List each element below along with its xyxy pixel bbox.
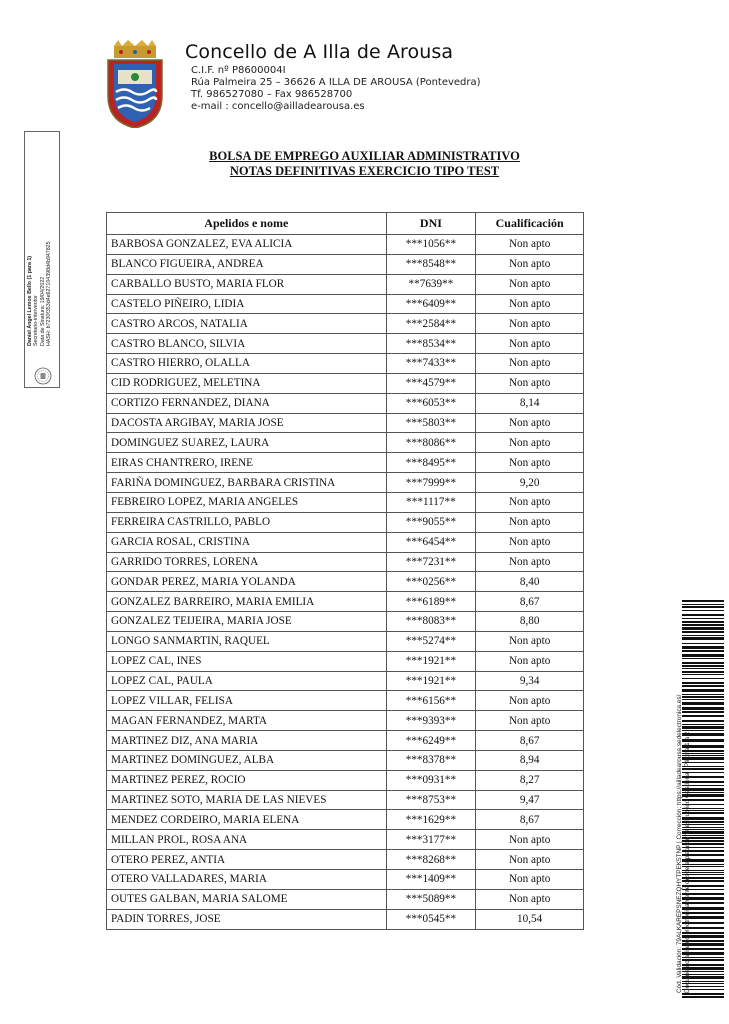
validation-platform: Documento asinado electrónicamente desde a plataforma esPublico Gestiona | Páxina 1 a 2: [684, 731, 691, 993]
candidate-grade: Non apto: [476, 492, 584, 512]
candidate-dni: ***1921**: [386, 651, 476, 671]
candidate-grade: Non apto: [476, 889, 584, 909]
table-row: [107, 612, 584, 632]
letterhead: [185, 40, 481, 113]
candidate-name: EIRAS CHANTRERO, IRENE: [107, 453, 387, 473]
candidate-dni: ***8495**: [386, 453, 476, 473]
candidate-name: CASTRO ARCOS, NATALIA: [107, 314, 387, 334]
candidate-dni: ***8548**: [386, 254, 476, 274]
candidate-name: OTERO PEREZ, ANTIA: [107, 850, 387, 870]
table-row: [107, 850, 584, 870]
table-row: [107, 413, 584, 433]
candidate-name: BARBOSA GONZALEZ, EVA ALICIA: [107, 235, 387, 255]
candidate-name: BLANCO FIGUEIRA, ANDREA: [107, 254, 387, 274]
candidate-grade: 8,14: [476, 393, 584, 413]
candidate-name: LONGO SANMARTIN, RAQUEL: [107, 631, 387, 651]
candidate-dni: ***8086**: [386, 433, 476, 453]
candidate-grade: Non apto: [476, 235, 584, 255]
table-row: [107, 532, 584, 552]
table-row: [107, 830, 584, 850]
table-header-row: [107, 213, 584, 235]
candidate-dni: ***4579**: [386, 373, 476, 393]
candidate-grade: 9,34: [476, 671, 584, 691]
candidate-dni: ***5274**: [386, 631, 476, 651]
candidate-dni: ***8268**: [386, 850, 476, 870]
candidate-name: MARTINEZ PEREZ, ROCIO: [107, 770, 387, 790]
candidate-dni: ***7231**: [386, 552, 476, 572]
signature-text: [27, 241, 53, 346]
candidate-name: CASTRO BLANCO, SILVIA: [107, 334, 387, 354]
signature-hash: HASH: b7230f353d4e627104398d4b947825: [46, 241, 53, 346]
candidate-dni: **7639**: [386, 274, 476, 294]
column-header-grade: Cualificación: [476, 213, 584, 235]
candidate-dni: ***5803**: [386, 413, 476, 433]
table-row: [107, 492, 584, 512]
candidate-name: CASTRO HIERRO, OLALLA: [107, 354, 387, 374]
table-row: [107, 254, 584, 274]
candidate-grade: 8,80: [476, 612, 584, 632]
candidate-dni: ***1409**: [386, 870, 476, 890]
candidate-dni: ***0545**: [386, 909, 476, 929]
candidate-dni: ***0931**: [386, 770, 476, 790]
candidate-dni: ***1921**: [386, 671, 476, 691]
candidate-dni: ***9393**: [386, 711, 476, 731]
candidate-grade: 8,40: [476, 572, 584, 592]
candidate-name: CARBALLO BUSTO, MARIA FLOR: [107, 274, 387, 294]
candidate-name: MAGAN FERNANDEZ, MARTA: [107, 711, 387, 731]
candidate-name: OTERO VALLADARES, MARIA: [107, 870, 387, 890]
candidate-name: PADIN TORRES, JOSE: [107, 909, 387, 929]
candidate-name: MARTINEZ DOMINGUEZ, ALBA: [107, 750, 387, 770]
table-row: [107, 354, 584, 374]
candidate-name: LOPEZ VILLAR, FELISA: [107, 691, 387, 711]
candidate-dni: ***6454**: [386, 532, 476, 552]
title-line-2: NOTAS DEFINITIVAS EXERCICIO TIPO TEST: [229, 164, 500, 178]
candidate-grade: Non apto: [476, 691, 584, 711]
table-row: [107, 294, 584, 314]
candidate-grade: 8,94: [476, 750, 584, 770]
signer-name: Daniel Ángel Lemos Bello (1 para 1): [27, 255, 33, 346]
candidate-dni: ***6189**: [386, 592, 476, 612]
candidate-dni: ***6249**: [386, 731, 476, 751]
candidate-grade: Non apto: [476, 433, 584, 453]
title-line-1: BOLSA DE EMPREGO AUXILIAR ADMINISTRATIVO: [209, 149, 520, 163]
candidate-dni: ***7433**: [386, 354, 476, 374]
candidate-grade: Non apto: [476, 830, 584, 850]
column-header-dni: DNI: [386, 213, 476, 235]
candidate-dni: ***8753**: [386, 790, 476, 810]
validation-code: Cód. Validación: 79ALKAREPSNEZQHYTPEK5TNP | Corrección: https://ailladearousa.sedelectronica.es/: [676, 694, 683, 993]
table-row: [107, 651, 584, 671]
candidate-dni: ***8534**: [386, 334, 476, 354]
candidate-grade: Non apto: [476, 552, 584, 572]
organization-name: Concello de A Illa de Arousa: [185, 41, 454, 63]
table-row: [107, 770, 584, 790]
candidate-dni: ***1629**: [386, 810, 476, 830]
candidate-name: CASTELO PIÑEIRO, LIDIA: [107, 294, 387, 314]
candidate-grade: Non apto: [476, 334, 584, 354]
candidate-name: FARIÑA DOMINGUEZ, BARBARA CRISTINA: [107, 473, 387, 493]
validation-text: [676, 695, 692, 993]
candidate-name: DOMINGUEZ SUAREZ, LAURA: [107, 433, 387, 453]
table-row: [107, 750, 584, 770]
document-title: [0, 149, 729, 179]
candidate-dni: ***7999**: [386, 473, 476, 493]
candidate-grade: 8,67: [476, 810, 584, 830]
candidate-grade: Non apto: [476, 512, 584, 532]
email-line: e-mail : concello@ailladearousa.es: [191, 101, 365, 112]
candidate-dni: ***2584**: [386, 314, 476, 334]
candidate-name: MILLAN PROL, ROSA ANA: [107, 830, 387, 850]
signer-role: Secretario-interventor: [33, 295, 40, 346]
candidate-dni: ***5089**: [386, 889, 476, 909]
table-row: [107, 671, 584, 691]
candidate-name: CID RODRIGUEZ, MELETINA: [107, 373, 387, 393]
candidate-grade: Non apto: [476, 850, 584, 870]
table-row: [107, 691, 584, 711]
candidate-grade: 8,27: [476, 770, 584, 790]
table-row: [107, 512, 584, 532]
signature-date: Data de Sinatura: 19/04/2022: [39, 276, 46, 346]
candidate-name: CORTIZO FERNANDEZ, DIANA: [107, 393, 387, 413]
candidate-grade: 9,47: [476, 790, 584, 810]
table-row: [107, 334, 584, 354]
table-row: [107, 433, 584, 453]
table-row: [107, 314, 584, 334]
candidate-grade: Non apto: [476, 711, 584, 731]
candidate-dni: ***1117**: [386, 492, 476, 512]
candidate-grade: Non apto: [476, 453, 584, 473]
candidate-dni: ***6053**: [386, 393, 476, 413]
candidate-grade: Non apto: [476, 413, 584, 433]
table-row: [107, 572, 584, 592]
candidate-grade: Non apto: [476, 354, 584, 374]
candidate-grade: Non apto: [476, 373, 584, 393]
table-row: [107, 909, 584, 929]
municipal-crest-icon: [104, 40, 166, 128]
table-row: [107, 235, 584, 255]
candidate-name: OUTES GALBAN, MARIA SALOME: [107, 889, 387, 909]
table-row: [107, 473, 584, 493]
table-row: [107, 790, 584, 810]
candidate-grade: Non apto: [476, 532, 584, 552]
candidate-dni: ***6409**: [386, 294, 476, 314]
candidate-name: GONZALEZ TEIJEIRA, MARIA JOSE: [107, 612, 387, 632]
candidate-dni: ***6156**: [386, 691, 476, 711]
candidate-name: LOPEZ CAL, PAULA: [107, 671, 387, 691]
table-row: [107, 889, 584, 909]
table-row: [107, 373, 584, 393]
candidate-grade: Non apto: [476, 314, 584, 334]
candidate-name: LOPEZ CAL, INES: [107, 651, 387, 671]
candidate-grade: Non apto: [476, 651, 584, 671]
table-row: [107, 552, 584, 572]
candidate-grade: Non apto: [476, 870, 584, 890]
candidate-name: MARTINEZ SOTO, MARIA DE LAS NIEVES: [107, 790, 387, 810]
candidate-grade: Non apto: [476, 254, 584, 274]
table-row: [107, 870, 584, 890]
candidate-grade: 8,67: [476, 731, 584, 751]
candidate-name: GARCIA ROSAL, CRISTINA: [107, 532, 387, 552]
candidate-grade: 8,67: [476, 592, 584, 612]
candidate-dni: ***0256**: [386, 572, 476, 592]
seal-icon: [34, 367, 52, 385]
candidate-grade: 10,54: [476, 909, 584, 929]
table-row: [107, 274, 584, 294]
candidate-grade: Non apto: [476, 631, 584, 651]
candidate-name: GONDAR PEREZ, MARIA YOLANDA: [107, 572, 387, 592]
table-row: [107, 731, 584, 751]
table-row: [107, 810, 584, 830]
address-line: Rúa Palmeira 25 – 36626 A ILLA DE AROUSA (Pontevedra): [191, 77, 481, 88]
candidate-name: FERREIRA CASTRILLO, PABLO: [107, 512, 387, 532]
table-row: [107, 453, 584, 473]
candidate-dni: ***1056**: [386, 235, 476, 255]
candidate-dni: ***3177**: [386, 830, 476, 850]
signature-box: [24, 131, 60, 388]
table-row: [107, 393, 584, 413]
candidate-grade: Non apto: [476, 274, 584, 294]
grades-table: [106, 212, 584, 930]
table-row: [107, 631, 584, 651]
column-header-name: Apelidos e nome: [107, 213, 387, 235]
candidate-name: MENDEZ CORDEIRO, MARIA ELENA: [107, 810, 387, 830]
cif-line: C.I.F. nº P8600004I: [191, 65, 286, 76]
candidate-grade: 9,20: [476, 473, 584, 493]
candidate-name: FEBREIRO LOPEZ, MARIA ANGELES: [107, 492, 387, 512]
candidate-grade: Non apto: [476, 294, 584, 314]
table-row: [107, 711, 584, 731]
candidate-name: DACOSTA ARGIBAY, MARIA JOSE: [107, 413, 387, 433]
candidate-name: GARRIDO TORRES, LORENA: [107, 552, 387, 572]
candidate-name: MARTINEZ DIZ, ANA MARIA: [107, 731, 387, 751]
candidate-name: GONZALEZ BARREIRO, MARIA EMILIA: [107, 592, 387, 612]
candidate-dni: ***8378**: [386, 750, 476, 770]
phone-line: Tf. 986527080 – Fax 986528700: [191, 89, 353, 100]
candidate-dni: ***9055**: [386, 512, 476, 532]
candidate-dni: ***8083**: [386, 612, 476, 632]
table-row: [107, 592, 584, 612]
